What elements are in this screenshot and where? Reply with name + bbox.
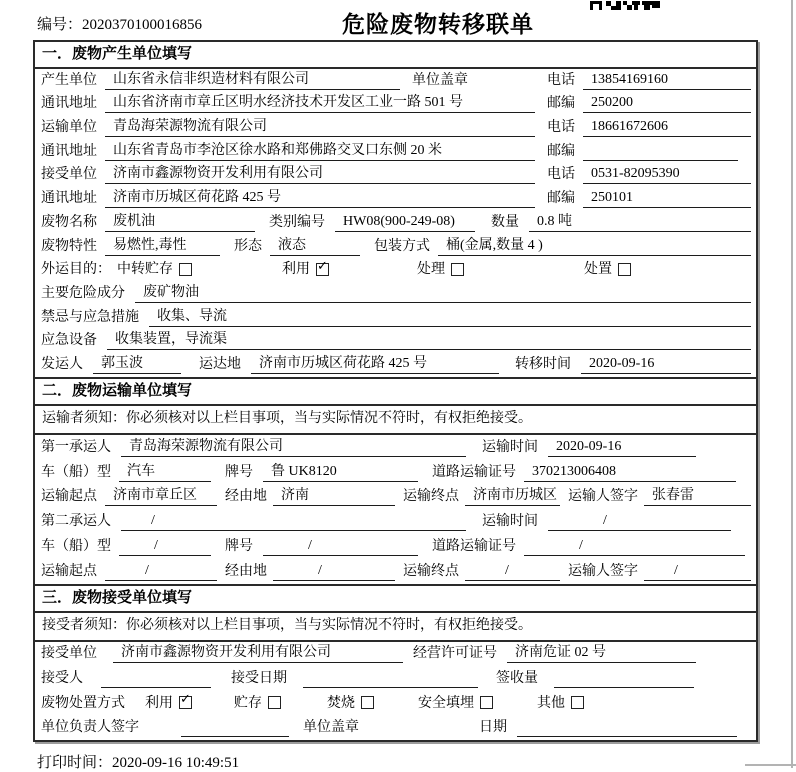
form-label: 邮编 (547, 96, 575, 112)
form-label: 通讯地址 (41, 96, 97, 112)
checkbox-label: 其他 (537, 695, 565, 711)
checkbox-label: 利用 (145, 695, 173, 711)
checkbox-label: 利用 (282, 262, 310, 278)
form-field: 废机油 (105, 212, 255, 232)
form-row (35, 93, 756, 117)
form-field: 济南市历城区荷花路 425 号 (105, 188, 535, 208)
form-row (35, 642, 756, 667)
form-label: 接受日期 (231, 670, 287, 686)
form-row (35, 164, 756, 188)
form-row (35, 666, 756, 691)
checkbox-box (361, 696, 374, 709)
form-field (554, 669, 694, 688)
form-field: / (263, 536, 418, 556)
form-label: 日期 (479, 720, 507, 736)
form-label: 发运人 (41, 356, 83, 372)
form-field: / (121, 511, 466, 531)
checkbox (418, 694, 493, 713)
form-field: 易燃性,毒性 (105, 236, 220, 256)
form-field: 桶(金属,数量 4 ) (438, 236, 751, 256)
checkbox-label: 中转贮存 (117, 262, 173, 278)
form-label: 单位负责人签字 (41, 720, 139, 736)
form-label: 形态 (234, 238, 262, 254)
form-label: 主要危险成分 (41, 285, 125, 301)
form-label: 牌号 (225, 538, 253, 554)
print-time-label: 打印时间： (37, 755, 113, 771)
form-label: 通讯地址 (41, 143, 97, 159)
form-label: 牌号 (225, 464, 253, 480)
form-field: 2020-09-16 (581, 354, 751, 374)
form-field: 张春雷 (644, 486, 751, 506)
form-field (517, 718, 737, 737)
checkbox-box (268, 696, 281, 709)
notice-text: 接受者须知：你必须核对以上栏目事项，当与实际情况不符时，有权拒绝接受。 (35, 613, 756, 642)
form-field: 13854169160 (583, 70, 751, 90)
form-field: 250101 (583, 188, 751, 208)
checkbox (537, 694, 584, 713)
form-field (583, 142, 738, 161)
form-row (35, 116, 756, 140)
form-field: 液态 (270, 236, 360, 256)
form-field: 山东省永信非织造材料有限公司 (105, 70, 400, 90)
form-field: 青岛海荣源物流有限公司 (121, 437, 466, 457)
form-row (35, 282, 756, 306)
checkbox-box (316, 257, 329, 276)
check-mark-icon: ✓ (317, 257, 328, 273)
form-label: 道路运输证号 (432, 538, 516, 554)
form-field: 济南市历城区荷花路 425 号 (251, 354, 499, 374)
form-field: 济南 (273, 486, 395, 506)
section-title: 三．废物接受单位填写 (35, 586, 756, 613)
checkbox (145, 691, 192, 713)
form-field: 废矿物油 (135, 283, 751, 303)
form-label: 车（船）型 (41, 464, 111, 480)
checkbox-label: 安全填埋 (418, 695, 474, 711)
form-label: 经由地 (225, 563, 267, 579)
form-label: 经由地 (225, 489, 267, 505)
form-label: 运输人签字 (568, 563, 638, 579)
form-label: 废物处置方式 (41, 695, 125, 711)
form-label: 接受单位 (41, 167, 97, 183)
form-field: 汽车 (119, 462, 211, 482)
form-row (35, 460, 756, 485)
form-field: 收集、导流 (149, 307, 751, 327)
form-label: 邮编 (547, 191, 575, 207)
form-label: 电话 (547, 120, 575, 136)
form-label: 运输起点 (41, 563, 97, 579)
form-row (35, 559, 756, 584)
qr-code-fragment-icon (590, 0, 662, 16)
section-3 (35, 584, 756, 740)
checkbox (327, 694, 374, 713)
form-field: 370213006408 (524, 462, 736, 482)
form-field (101, 669, 211, 688)
form-label: 接受单位 (41, 646, 97, 662)
form-label: 签收量 (496, 670, 538, 686)
form-field: 郭玉波 (93, 354, 181, 374)
form-label: 单位盖章 (412, 72, 468, 88)
form-label: 第二承运人 (41, 514, 111, 530)
form-field: 18661672606 (583, 117, 751, 137)
form-field: 济南市历城区 (465, 486, 560, 506)
form-table (33, 40, 758, 742)
form-field: / (524, 536, 745, 556)
form-row (35, 509, 756, 534)
form-label: 电话 (547, 72, 575, 88)
form-field: / (273, 561, 395, 581)
section-1 (35, 42, 756, 377)
form-label: 外运目的： (41, 262, 111, 278)
checkbox-box (179, 691, 192, 709)
form-label: 道路运输证号 (432, 464, 516, 480)
form-field: 山东省青岛市李沧区徐水路和郑佛路交叉口东侧 20 米 (105, 141, 535, 161)
form-label: 废物名称 (41, 214, 97, 230)
form-label: 产生单位 (41, 72, 97, 88)
checkbox-label: 处置 (584, 262, 612, 278)
form-field: 0531-82095390 (583, 164, 751, 184)
form-row (35, 534, 756, 559)
form-field (303, 669, 478, 688)
form-label: 类别编号 (269, 214, 325, 230)
form-row (35, 187, 756, 211)
form-row (35, 306, 756, 330)
check-mark-icon: ✓ (180, 691, 191, 706)
form-row (35, 140, 756, 164)
form-row (35, 353, 756, 377)
form-label: 运输起点 (41, 489, 97, 505)
form-label: 邮编 (547, 143, 575, 159)
form-label: 接受人 (41, 670, 83, 686)
form-row (35, 69, 756, 93)
form-field: 济南市章丘区 (105, 486, 217, 506)
form-label: 废物特性 (41, 238, 97, 254)
form-row (35, 235, 756, 259)
form-row (35, 259, 756, 283)
form-label: 车（船）型 (41, 538, 111, 554)
checkbox-box (179, 263, 192, 276)
document-number-label: 编号： (37, 17, 83, 33)
window-edge-line-bottom (745, 764, 796, 766)
form-label: 运输时间 (482, 514, 538, 530)
form-field: / (119, 536, 211, 556)
form-label: 运输终点 (403, 489, 459, 505)
form-label: 通讯地址 (41, 191, 97, 207)
form-label: 运输单位 (41, 120, 97, 136)
form-label: 运输时间 (482, 439, 538, 455)
form-label: 电话 (547, 167, 575, 183)
form-label: 数量 (491, 214, 519, 230)
document-number-value: 2020370100016856 (82, 17, 203, 33)
form-field: 济南危证 02 号 (507, 643, 696, 663)
section-2 (35, 377, 756, 584)
section-title: 二．废物运输单位填写 (35, 379, 756, 406)
form-field: 青岛海荣源物流有限公司 (105, 117, 535, 137)
form-field: 2020-09-16 (548, 437, 696, 457)
form-field: 济南市鑫源物资开发利用有限公司 (113, 643, 403, 663)
form-field: 收集装置，导流渠 (107, 330, 751, 350)
checkbox-label: 处理 (417, 262, 445, 278)
checkbox (584, 260, 631, 279)
checkbox (417, 260, 464, 279)
form-label: 禁忌与应急措施 (41, 309, 139, 325)
form-field: 250200 (583, 93, 751, 113)
form-label: 转移时间 (515, 356, 571, 372)
form-field: / (548, 511, 731, 531)
form-row (35, 485, 756, 510)
form-label: 包装方式 (374, 238, 430, 254)
form-field: 鲁 UK8120 (263, 462, 418, 482)
form-label: 运达地 (199, 356, 241, 372)
form-row (35, 211, 756, 235)
checkbox-box (480, 696, 493, 709)
checkbox (234, 694, 281, 713)
section-title: 一．废物产生单位填写 (35, 42, 756, 69)
form-field: 济南市鑫源物资开发利用有限公司 (105, 164, 535, 184)
print-time (37, 751, 239, 772)
checkbox (282, 257, 329, 279)
form-label: 应急设备 (41, 333, 97, 349)
form-label: 单位盖章 (303, 720, 359, 736)
page-title: 危险废物转移联单 (342, 12, 534, 37)
form-row (35, 716, 756, 741)
form-label: 第一承运人 (41, 439, 111, 455)
checkbox-label: 焚烧 (327, 695, 355, 711)
checkbox-label: 贮存 (234, 695, 262, 711)
form-field: / (644, 561, 751, 581)
checkbox-box (618, 263, 631, 276)
form-field: / (105, 561, 217, 581)
form-label: 经营许可证号 (413, 646, 497, 662)
checkbox-box (451, 263, 464, 276)
print-time-value: 2020-09-16 10:49:51 (112, 755, 240, 771)
form-field: HW08(900-249-08) (335, 212, 475, 232)
form-label: 运输终点 (403, 563, 459, 579)
form-field: 山东省济南市章丘区明水经济技术开发区工业一路 501 号 (105, 93, 535, 113)
checkbox-box (571, 696, 584, 709)
form-row (35, 435, 756, 460)
form-label: 运输人签字 (568, 489, 638, 505)
form-field (181, 718, 289, 737)
form-row (35, 330, 756, 354)
form-row (35, 691, 756, 716)
form-field: / (465, 561, 560, 581)
notice-text: 运输者须知：你必须核对以上栏目事项，当与实际情况不符时，有权拒绝接受。 (35, 406, 756, 435)
checkbox (117, 260, 192, 279)
form-field: 0.8 吨 (529, 212, 751, 232)
window-edge-line (791, 0, 793, 768)
